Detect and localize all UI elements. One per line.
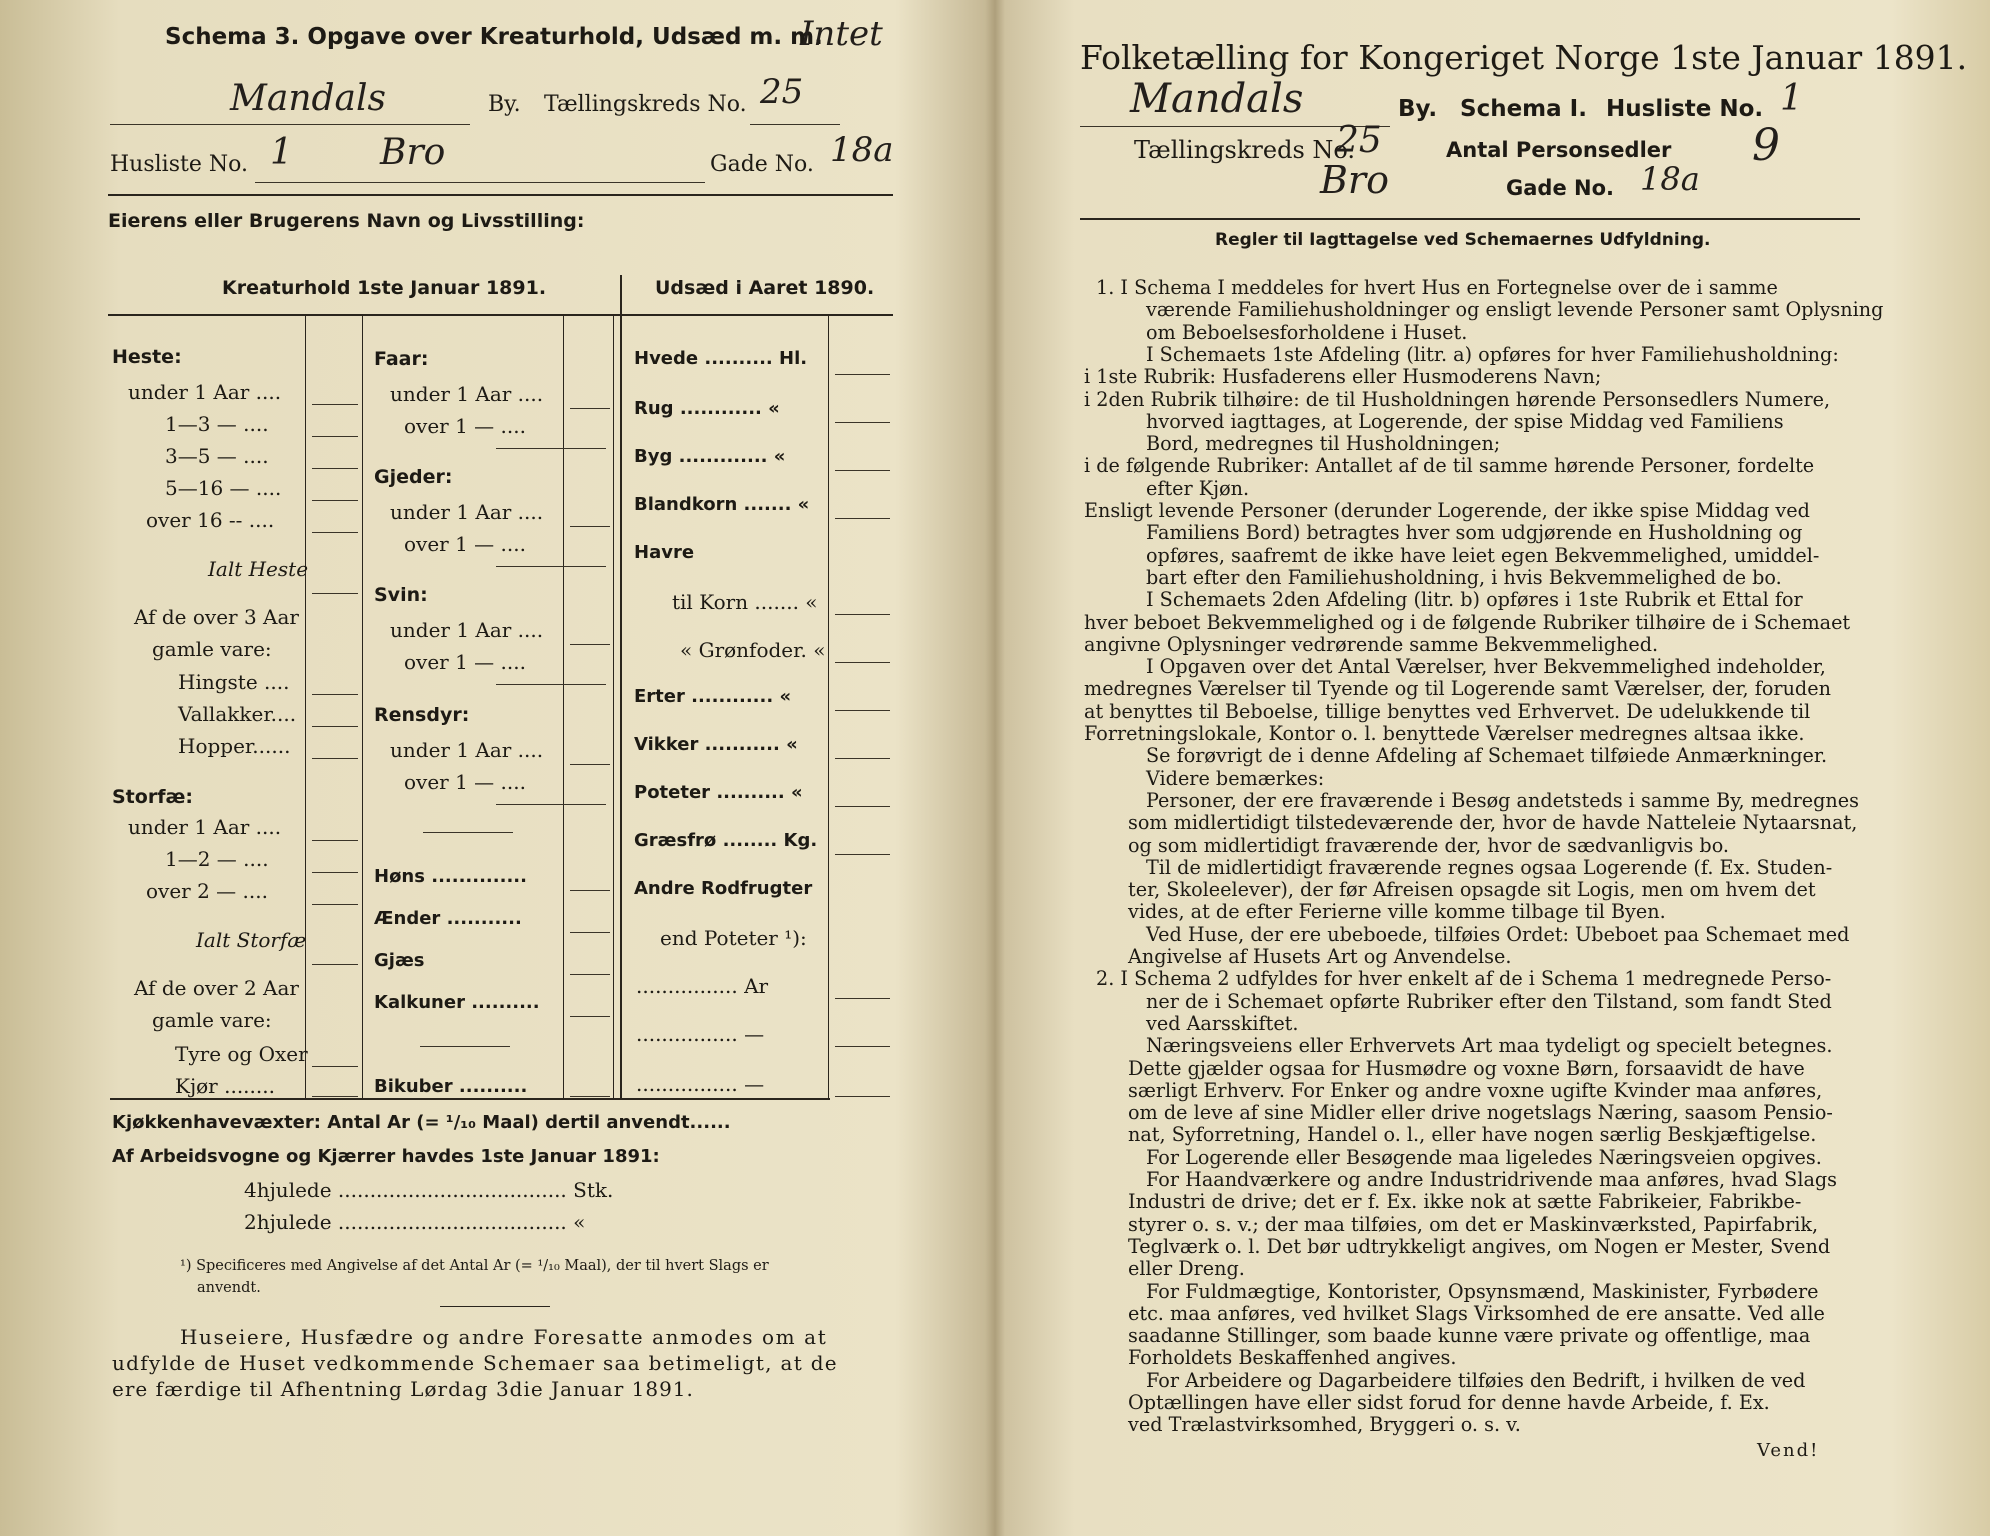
crop-row: Byg ............. « xyxy=(634,446,786,467)
udsaed-header: Udsæd i Aaret 1890. xyxy=(655,277,875,299)
svin-title: Svin: xyxy=(374,584,428,606)
answer-line xyxy=(570,1016,610,1017)
blank-line xyxy=(420,1046,510,1047)
kreds-label-left: Tællingskreds No. xyxy=(544,92,747,117)
heste-title: Heste: xyxy=(112,346,182,368)
crop-row: Erter ............ « xyxy=(634,686,792,707)
schema3-title: Schema 3. Opgave over Kreaturhold, Udsæd m. m. xyxy=(165,24,823,50)
gade-value-right: 18a xyxy=(1640,160,1700,198)
answer-line xyxy=(496,448,606,449)
crop-row: Poteter .......... « xyxy=(634,782,803,803)
rule-line: værende Familiehusholdninger og ensligt levende Personer samt Oplysning xyxy=(1146,298,1884,322)
answer-line xyxy=(570,932,610,933)
answer-line xyxy=(835,1096,890,1097)
footnote-line: anvendt. xyxy=(197,1280,261,1296)
answer-line xyxy=(312,436,358,437)
gade-label-right: Gade No. xyxy=(1506,176,1614,200)
rule-line: 1. I Schema I meddeles for hvert Hus en Fortegnelse over de i samme xyxy=(1096,276,1778,299)
rule-line: Se forøvrigt de i denne Afdeling af Schemaet tilføiede Anmærkninger. xyxy=(1146,744,1828,768)
gade-label-left: Gade No. xyxy=(710,152,814,177)
fowl-row: Bikuber .......... xyxy=(374,1076,528,1097)
appeal-line: ere færdige til Afhentning Lørdag 3die Januar 1891. xyxy=(112,1377,694,1401)
svin-row: under 1 Aar .... xyxy=(390,618,544,642)
answer-line xyxy=(570,526,610,527)
rensdyr-row: over 1 — .... xyxy=(404,770,526,794)
answer-line xyxy=(312,904,358,905)
kreds-value-left: 25 xyxy=(760,72,804,112)
rule-line: Næringsveiens eller Erhvervets Art maa tydeligt og specielt betegnes. xyxy=(1146,1034,1833,1058)
answer-line xyxy=(312,840,358,841)
rule-line: Forholdets Beskaffenhed angives. xyxy=(1128,1346,1457,1370)
census-title: Folketælling for Kongeriget Norge 1ste Januar 1891. xyxy=(1080,38,1968,77)
rule-line: Dette gjælder ogsaa for Husmødre og voxne Børn, forsaavidt de have xyxy=(1128,1056,1805,1080)
storfae-subrow: Kjør ........ xyxy=(175,1074,275,1098)
gjeder-title: Gjeder: xyxy=(374,466,453,488)
crop-row: end Poteter ¹): xyxy=(660,926,807,950)
rule-line: ved Aarsskiftet. xyxy=(1146,1011,1299,1035)
by-label-right: By. xyxy=(1398,96,1438,122)
rule-line: Angivelse af Husets Art og Anvendelse. xyxy=(1128,945,1512,968)
answer-line xyxy=(835,758,890,759)
rensdyr-title: Rensdyr: xyxy=(374,704,470,726)
storfae-row: under 1 Aar .... xyxy=(128,815,282,839)
crop-row: til Korn ....... « xyxy=(672,590,818,614)
rule-line: Teglværk o. l. Det bør udtrykkeligt angives, om Nogen er Mester, Svend xyxy=(1128,1234,1831,1258)
rule-line: medregnes Værelser til Tyende og til Logerende samt Værelser, der, foruden xyxy=(1084,677,1831,701)
faar-title: Faar: xyxy=(374,348,429,370)
col-line-1 xyxy=(305,316,306,1098)
heste-row: 3—5 — .... xyxy=(165,444,269,468)
husliste-label-left: Husliste No. xyxy=(110,152,248,177)
kreds-value-right: 25 xyxy=(1336,120,1382,161)
rule-line: særligt Erhverv. For Enker og andre voxne ugifte Kvinder maa anføres, xyxy=(1128,1078,1823,1102)
storfae-row: 1—2 — .... xyxy=(165,847,269,871)
rule-line: ved Trælastvirksomhed, Bryggeri o. s. v. xyxy=(1128,1413,1521,1437)
rule-line: Videre bemærkes: xyxy=(1146,766,1325,790)
rule-line: og som midlertidigt fraværende der, hvor de sædvanligvis bo. xyxy=(1128,833,1730,857)
fowl-row: Gjæs xyxy=(374,950,425,971)
street-handwritten-left: Bro xyxy=(380,132,446,173)
antal-value: 9 xyxy=(1752,120,1780,171)
fowl-row: Kalkuner .......... xyxy=(374,992,540,1013)
answer-line xyxy=(835,710,890,711)
crop-row: ................ — xyxy=(636,1072,765,1096)
storfae-subrow: Tyre og Oxer xyxy=(175,1042,308,1066)
table-bottom-rule xyxy=(110,1098,830,1100)
answer-line xyxy=(835,854,890,855)
gade-value-left: 18a xyxy=(830,130,894,170)
rule-line: For Fuldmægtige, Kontorister, Opsynsmænd, Maskinister, Fyrbødere xyxy=(1146,1279,1819,1303)
answer-line xyxy=(312,532,358,533)
rule-line: at benyttes til Beboelse, tillige benyttes ved Erhvervet. De udelukkende til xyxy=(1084,699,1811,723)
heste-row: 5—16 — .... xyxy=(165,476,282,500)
answer-line xyxy=(312,404,358,405)
rule-line: om Beboelsesforholdene i Huset. xyxy=(1146,320,1468,344)
heste-subrow: Vallakker.... xyxy=(178,702,297,726)
crop-row: Hvede .......... Hl. xyxy=(634,348,808,369)
answer-line xyxy=(835,470,890,471)
answer-line xyxy=(312,468,358,469)
answer-line xyxy=(312,872,358,873)
crop-row: Havre xyxy=(634,542,695,563)
footnote-line: ¹) Specificeres med Angivelse af det Antal Ar (= ¹/₁₀ Maal), der til hvert Slags er xyxy=(180,1258,769,1274)
header-rule-right xyxy=(1080,218,1860,220)
city-line-left xyxy=(110,124,470,125)
kreds-line-left xyxy=(750,124,840,125)
rule-line: 2. I Schema 2 udfyldes for hver enkelt af de i Schema 1 medregnede Perso- xyxy=(1096,967,1832,991)
storfae-row: over 2 — .... xyxy=(146,879,268,903)
rule-line: For Logerende eller Besøgende maa ligeledes Næringsveien opgives. xyxy=(1146,1145,1822,1169)
col-line-4 xyxy=(613,316,614,1098)
answer-line xyxy=(835,374,890,375)
rule-line: opføres, saafremt de ikke have leiet egen Bekvemmelighed, umiddel- xyxy=(1146,543,1820,567)
rule-line: nat, Syforretning, Handel o. l., eller have nogen særlig Beskjæftigelse. xyxy=(1128,1123,1817,1147)
storfae-title: Storfæ: xyxy=(112,786,193,808)
faar-row: under 1 Aar .... xyxy=(390,382,544,406)
faar-row: over 1 — .... xyxy=(404,414,526,438)
schema-label: Schema I. xyxy=(1460,96,1587,122)
rule-line: Ensligt levende Personer (derunder Logerende, der ikke spise Middag ved xyxy=(1084,499,1810,522)
answer-line xyxy=(835,518,890,519)
crop-row: Vikker ........... « xyxy=(634,734,798,755)
heste-sub1: Af de over 3 Aar xyxy=(134,605,299,629)
rule-line: Til de midlertidigt fraværende regnes ogsaa Logerende (f. Ex. Studen- xyxy=(1146,855,1833,879)
rule-line: hvorved iagttages, at Logerende, der spise Middag ved Familiens xyxy=(1146,409,1784,433)
crop-row: Blandkorn ....... « xyxy=(634,494,810,515)
rule-line: ter, Skoleelever), der før Afreisen opsagde sit Logis, men om hvem det xyxy=(1128,878,1816,902)
rule-line: Personer, der ere fraværende i Besøg andetsteds i samme By, medregnes xyxy=(1146,788,1859,812)
header-rule-left xyxy=(108,194,893,196)
heste-row: under 1 Aar .... xyxy=(128,380,282,404)
storfae-sub1: Af de over 2 Aar xyxy=(134,976,299,1000)
husliste-value-right: 1 xyxy=(1780,78,1803,119)
rule-line: om de leve af sine Midler eller drive nogetslags Næring, saasom Pensio- xyxy=(1128,1101,1833,1125)
separator xyxy=(440,1306,550,1307)
rule-line: hver beboet Bekvemmelighed og i de følgende Rubriker tilhøire de i Schemaet xyxy=(1084,610,1851,634)
answer-line xyxy=(312,726,358,727)
crop-row: ................ Ar xyxy=(636,974,769,998)
appeal-line: udfylde de Huset vedkommende Schemaer saa betimeligt, at de xyxy=(112,1351,838,1375)
rule-line: styrer o. s. v.; der maa tilføies, om det er Maskinværksted, Papirfabrik, xyxy=(1128,1212,1819,1236)
answer-line xyxy=(312,758,358,759)
crop-row: Andre Rodfrugter xyxy=(634,878,813,899)
heste-total: Ialt Heste xyxy=(208,557,309,581)
kreds-label-right: Tællingskreds No. xyxy=(1134,136,1356,164)
city-handwritten-right: Mandals xyxy=(1130,76,1304,122)
storfae-total: Ialt Storfæ xyxy=(196,928,307,952)
rule-line: Optællingen have eller sidst forud for denne havde Arbeide, f. Ex. xyxy=(1128,1391,1770,1414)
rule-line: etc. maa anføres, ved hvilket Slags Virksomhed de ere ansatte. Ved alle xyxy=(1128,1301,1825,1325)
answer-line xyxy=(835,422,890,423)
rule-line: saadanne Stillinger, som baade kunne være private og offentlige, maa xyxy=(1128,1324,1811,1348)
answer-line xyxy=(835,998,890,999)
antal-label: Antal Personsedler xyxy=(1446,138,1672,162)
col-line-2 xyxy=(362,316,363,1098)
city-handwritten-left: Mandals xyxy=(230,78,387,119)
storfae-sub2: gamle vare: xyxy=(152,1008,272,1032)
rule-line: Bord, medregnes til Husholdningen; xyxy=(1146,432,1501,456)
table-top-rule xyxy=(108,314,893,316)
answer-line xyxy=(312,1066,358,1067)
husliste-label-right: Husliste No. xyxy=(1606,96,1764,122)
answer-line xyxy=(496,684,606,685)
answer-line xyxy=(835,662,890,663)
answer-line xyxy=(835,614,890,615)
appeal-line: Huseiere, Husfædre og andre Foresatte anmodes om at xyxy=(180,1325,828,1349)
rule-line: eller Dreng. xyxy=(1128,1257,1245,1281)
answer-line xyxy=(570,408,610,409)
rule-line: som midlertidigt tilstedeværende der, hvor de havde Natteleie Nytaarsnat, xyxy=(1128,811,1858,835)
rule-line: Familiens Bord) betragtes hver som udgjørende en Husholdning og xyxy=(1146,521,1803,545)
answer-line xyxy=(312,593,358,594)
answer-line xyxy=(570,1096,610,1097)
answer-line xyxy=(312,694,358,695)
crop-row: Rug ............ « xyxy=(634,398,780,419)
rule-line: Ved Huse, der ere ubeboede, tilføies Ordet: Ubeboet paa Schemaet med xyxy=(1146,922,1850,946)
kreaturhold-header: Kreaturhold 1ste Januar 1891. xyxy=(222,277,547,299)
fowl-row: Høns .............. xyxy=(374,866,527,887)
heste-subrow: Hingste .... xyxy=(178,670,290,694)
table-divider xyxy=(620,275,622,1100)
answer-line xyxy=(312,964,358,965)
answer-line xyxy=(496,804,606,805)
answer-line xyxy=(312,500,358,501)
owner-label: Eierens eller Brugerens Navn og Livsstilling: xyxy=(108,210,585,232)
answer-line xyxy=(835,806,890,807)
rule-line: I Schemaets 1ste Afdeling (litr. a) opføres for hver Familiehusholdning: xyxy=(1146,342,1839,366)
crop-row: Græsfrø ........ Kg. xyxy=(634,830,818,851)
rule-line: i 1ste Rubrik: Husfaderens eller Husmoderens Navn; xyxy=(1084,365,1602,389)
vend-label: Vend! xyxy=(1757,1440,1820,1461)
rensdyr-row: under 1 Aar .... xyxy=(390,738,544,762)
answer-line xyxy=(570,764,610,765)
kjokken-line: Kjøkkenhavevæxter: Antal Ar (= ¹/₁₀ Maal) dertil anvendt...... xyxy=(112,1112,731,1133)
svin-row: over 1 — .... xyxy=(404,650,526,674)
rule-line: i de følgende Rubriker: Antallet af de til samme hørende Personer, fordelte xyxy=(1084,454,1815,478)
gjeder-row: over 1 — .... xyxy=(404,532,526,556)
rule-line: efter Kjøn. xyxy=(1146,476,1250,500)
rules-title: Regler til Iagttagelse ved Schemaernes Udfyldning. xyxy=(1215,230,1711,250)
rule-line: For Haandværkere og andre Industridrivende maa anføres, hvad Slags xyxy=(1146,1168,1838,1191)
answer-line xyxy=(312,1096,358,1097)
rule-line: For Arbeidere og Dagarbeidere tilføies den Bedrift, i hvilken de ved xyxy=(1146,1368,1806,1392)
col-line-5 xyxy=(828,316,829,1098)
page-fold xyxy=(985,0,1005,1536)
heste-sub2: gamle vare: xyxy=(152,637,272,661)
heste-subrow: Hopper...... xyxy=(178,734,291,758)
heste-row: over 16 -- .... xyxy=(146,508,275,532)
crop-row: « Grønfoder. « xyxy=(680,638,826,662)
rule-line: ner de i Schemaet opførte Rubriker efter den Tilstand, som fandt Sted xyxy=(1146,989,1832,1013)
blank-line xyxy=(423,832,513,833)
answer-line xyxy=(570,890,610,891)
rule-line: i 2den Rubrik tilhøire: de til Husholdningen hørende Personsedlers Numere, xyxy=(1084,387,1831,411)
gjeder-row: under 1 Aar .... xyxy=(390,500,544,524)
rule-line: Industri de drive; det er f. Ex. ikke nok at sætte Fabrikeier, Fabrikbe- xyxy=(1128,1190,1802,1214)
hjul2-line: 2hjulede .................................... « xyxy=(244,1210,586,1234)
rule-line: angivne Oplysninger vedrørende samme Bekvemmelighed. xyxy=(1084,632,1659,656)
street-line-left xyxy=(255,182,705,183)
fowl-row: Ænder ........... xyxy=(374,908,522,929)
rule-line: Forretningslokale, Kontor o. l. benyttede Værelser medregnes altsaa ikke. xyxy=(1084,722,1805,745)
hjul4-line: 4hjulede .................................... Stk. xyxy=(244,1178,614,1202)
rule-line: bart efter den Familiehusholdning, i hvis Bekvemmelighed de bo. xyxy=(1146,565,1782,589)
col-line-3 xyxy=(563,316,564,1098)
schema3-title-handwritten: Intet xyxy=(800,14,883,54)
by-label-left: By. xyxy=(488,92,521,117)
rule-line: vides, at de efter Ferierne ville komme tilbage til Byen. xyxy=(1128,900,1666,924)
answer-line xyxy=(496,566,606,567)
street-handwritten-right: Bro xyxy=(1320,158,1389,202)
rule-line: I Opgaven over det Antal Værelser, hver Bekvemmelighed indeholder, xyxy=(1146,655,1826,679)
answer-line xyxy=(835,1046,890,1047)
vogne-line: Af Arbeidsvogne og Kjærrer havdes 1ste Januar 1891: xyxy=(112,1146,660,1167)
heste-row: 1—3 — .... xyxy=(165,412,269,436)
rule-line: I Schemaets 2den Afdeling (litr. b) opføres i 1ste Rubrik et Ettal for xyxy=(1146,588,1803,612)
answer-line xyxy=(570,974,610,975)
crop-row: ................ — xyxy=(636,1022,765,1046)
answer-line xyxy=(570,644,610,645)
husliste-value-left: 1 xyxy=(270,132,293,173)
